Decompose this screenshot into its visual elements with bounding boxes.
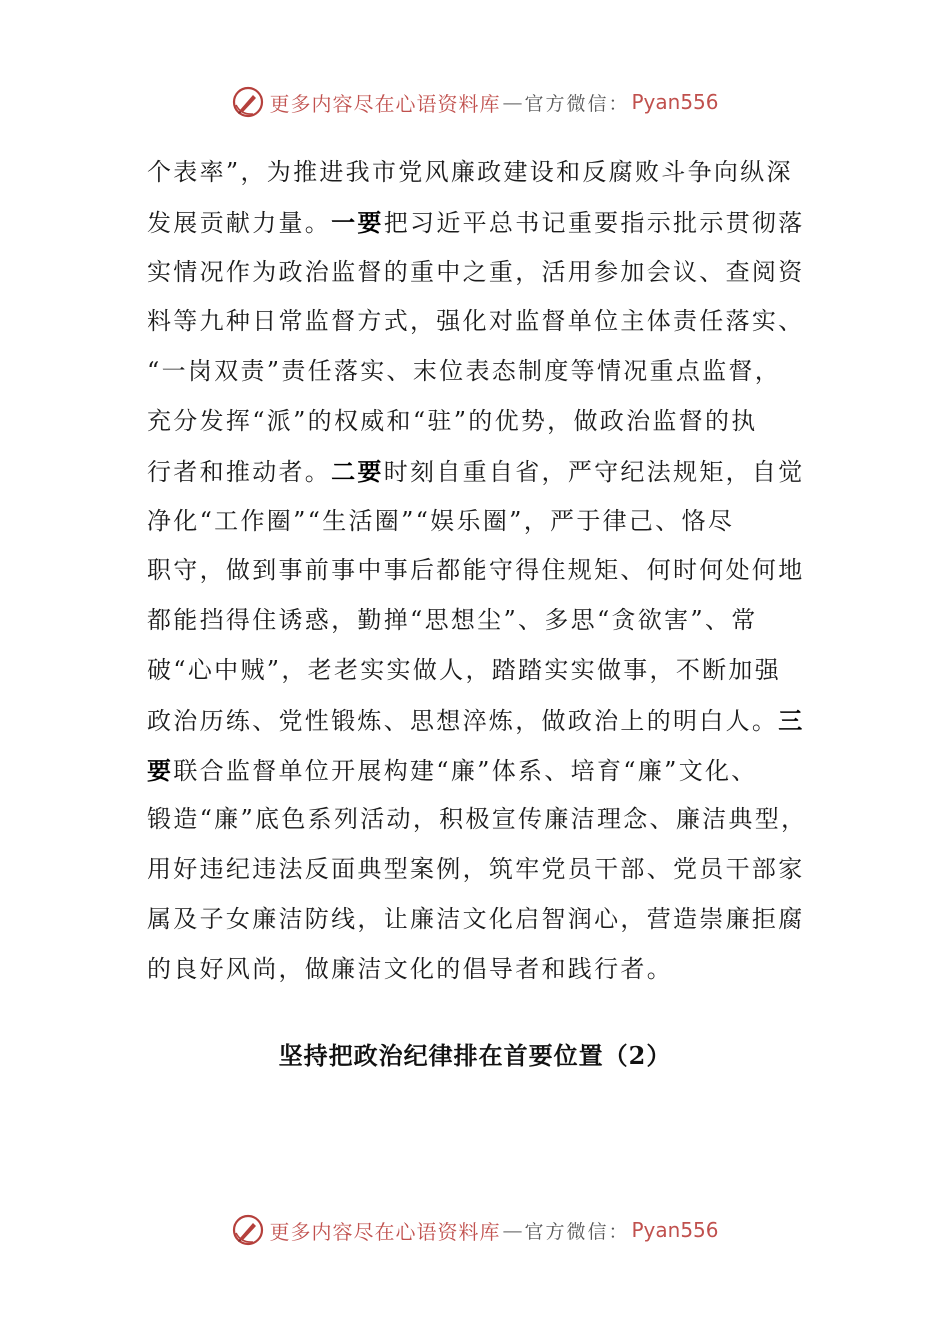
emphasis-text: 要	[147, 755, 174, 785]
text-line	[147, 397, 797, 447]
text-segment: 的良好风尚，做廉洁文化的倡导者和践行者。	[147, 954, 673, 983]
text-line	[147, 198, 805, 248]
text-line	[147, 895, 805, 945]
banner-wechat-id: Pyan556	[631, 90, 719, 114]
pen-logo-icon	[231, 85, 265, 119]
text-line	[147, 447, 805, 497]
banner-wechat-label: 官方微信：	[524, 1220, 630, 1243]
text-line	[147, 945, 797, 995]
emphasis-text: 三	[778, 705, 805, 735]
text-line	[147, 596, 797, 646]
text-segment: 属及子女廉洁防线，让廉洁文化启智润心，营造崇廉拒腐	[147, 904, 805, 933]
text-segment: 把习近平总书记重要指示批示贯彻落	[383, 208, 805, 237]
banner-title: 更多内容尽在心语资料库	[269, 91, 501, 116]
text-segment: 都能挡得住诱惑，勤掸“思想尘”、多思“贪欲害”、常	[147, 606, 758, 635]
banner-dash: —	[502, 90, 523, 114]
text-line	[147, 497, 797, 547]
text-segment: 时刻自重自省，严守纪法规矩，自觉	[383, 457, 805, 486]
text-segment: 发展贡献力量。	[147, 208, 332, 237]
banner-wechat-label: 官方微信：	[524, 92, 630, 115]
pen-logo-icon	[231, 1213, 265, 1247]
text-line	[147, 347, 797, 397]
text-line	[147, 148, 797, 198]
section-heading: 坚持把政治纪律排在首要位置（2）	[278, 1041, 672, 1070]
emphasis-text: 二要	[331, 456, 384, 486]
banner-wechat-id: Pyan556	[631, 1218, 719, 1242]
text-segment: 联合监督单位开展构建“廉”体系、培育“廉”文化、	[173, 756, 758, 785]
text-segment: 净化“工作圈”“生活圈”“娱乐圈”，严于律己、恪尽	[147, 506, 735, 535]
text-segment: 实情况作为政治监督的重中之重，活用参加会议、查阅资	[147, 257, 805, 286]
banner-dash: —	[502, 1218, 523, 1242]
footer-banner	[0, 1210, 950, 1250]
text-line	[147, 646, 797, 696]
text-segment: 行者和推动者。	[147, 457, 332, 486]
emphasis-text: 一要	[331, 207, 384, 237]
header-banner	[0, 82, 950, 122]
text-line	[147, 845, 805, 895]
text-line	[147, 546, 805, 596]
banner-title: 更多内容尽在心语资料库	[269, 1219, 501, 1244]
text-line	[147, 297, 805, 347]
text-line	[147, 746, 797, 796]
text-segment: 料等九种日常监督方式，强化对监督单位主体责任落实、	[147, 307, 805, 336]
text-segment: “一岗双责”责任落实、末位表态制度等情况重点监督，	[147, 357, 782, 386]
text-segment: 个表率”，为推进我市党风廉政建设和反腐败斗争向纵深	[147, 158, 793, 186]
body-paragraph	[147, 148, 808, 995]
text-line	[147, 696, 805, 746]
text-segment: 政治历练、党性锻炼、思想淬炼，做政治上的明白人。	[147, 706, 779, 735]
text-segment: 充分发挥“派”的权威和“驻”的优势，做政治监督的执	[147, 406, 758, 435]
text-line	[147, 248, 805, 298]
text-segment: 锻造“廉”底色系列活动，积极宣传廉洁理念、廉洁典型，	[147, 805, 808, 834]
text-segment: 破“心中贼”，老老实实做人，踏踏实实做事，不断加强	[147, 655, 782, 684]
text-segment: 用好违纪违法反面典型案例，筑牢党员干部、党员干部家	[147, 855, 805, 884]
text-line	[147, 795, 808, 845]
text-segment: 职守，做到事前事中事后都能守得住规矩、何时何处何地	[147, 556, 805, 585]
